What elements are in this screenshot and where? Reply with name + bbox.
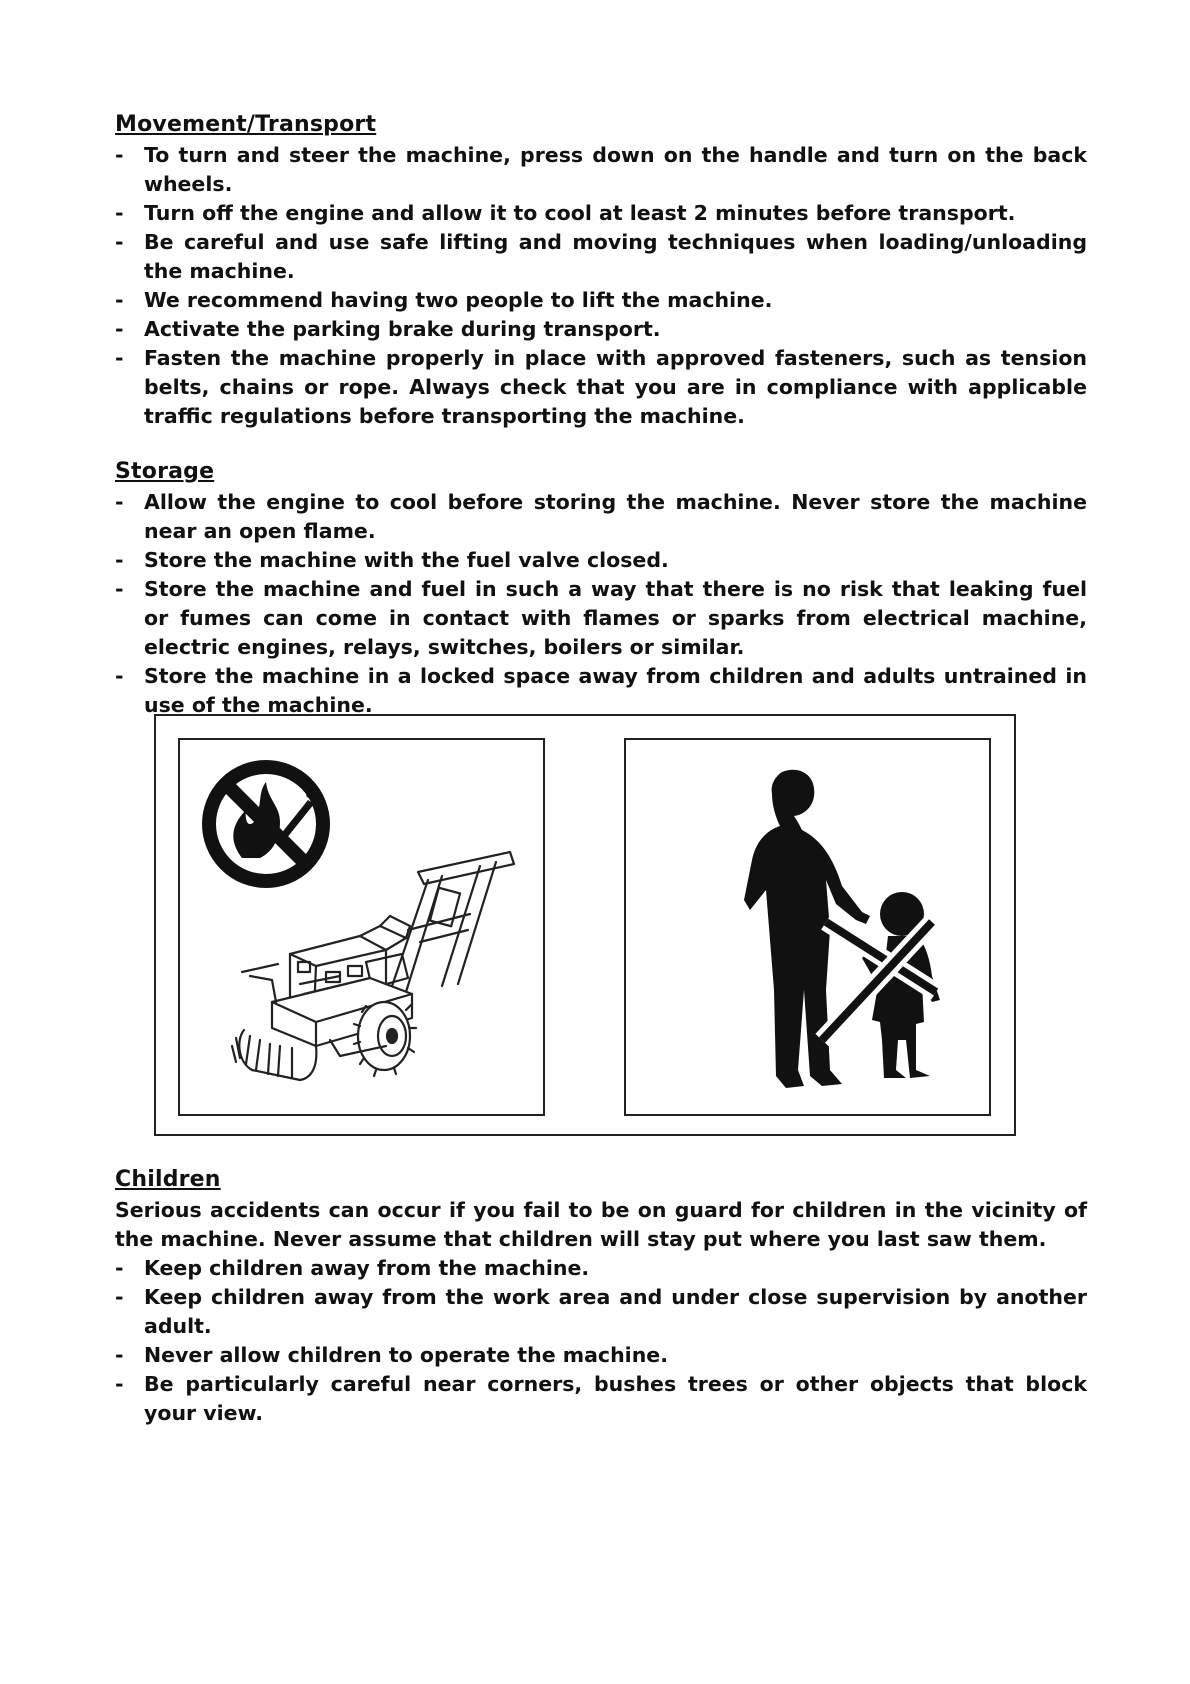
children-section xyxy=(115,1167,1087,1428)
storage-list xyxy=(115,488,1087,720)
children-intro: Serious accidents can occur if you fail to be on guard for children in the vicinity of the machine. Never assume that children will stay put where you last saw them. xyxy=(115,1198,1087,1251)
list-item: - Be careful and use safe lifting and moving techniques when loading/unloading the machine. xyxy=(115,228,1087,286)
safety-illustration-frame xyxy=(154,714,1016,1136)
storage-section xyxy=(115,459,1087,720)
list-item: - Keep children away from the machine. xyxy=(115,1254,1087,1283)
movement-storage-content xyxy=(115,112,1087,748)
list-item: - Activate the parking brake during transport. xyxy=(115,315,1087,344)
list-item: - Allow the engine to cool before storing the machine. Never store the machine near an open flame. xyxy=(115,488,1087,546)
list-item: - Store the machine and fuel in such a way that there is no risk that leaking fuel or fumes can come in contact with flames or sparks from electrical machine, electric engines, relays, switches, boilers or similar. xyxy=(115,575,1087,662)
list-item: - Store the machine with the fuel valve closed. xyxy=(115,546,1087,575)
list-item: - Keep children away from the work area and under close supervision by another adult. xyxy=(115,1283,1087,1341)
keep-children-away-illustration xyxy=(626,740,989,1114)
stump-grinder-illustration xyxy=(180,740,543,1114)
storage-heading: Storage xyxy=(115,459,215,484)
movement-list xyxy=(115,141,1087,431)
list-item: - Turn off the engine and allow it to cool at least 2 minutes before transport. xyxy=(115,199,1087,228)
no-open-flame-panel xyxy=(178,738,545,1116)
keep-children-away-panel xyxy=(624,738,991,1116)
list-item: - Store the machine in a locked space away from children and adults untrained in use of the machine. xyxy=(115,662,1087,720)
no-open-flame-icon xyxy=(209,767,323,881)
list-item: - We recommend having two people to lift the machine. xyxy=(115,286,1087,315)
list-item: - To turn and steer the machine, press down on the handle and turn on the back wheels. xyxy=(115,141,1087,199)
list-item: - Be particularly careful near corners, bushes trees or other objects that block your view. xyxy=(115,1370,1087,1428)
movement-heading: Movement/Transport xyxy=(115,112,377,137)
children-heading: Children xyxy=(115,1167,221,1192)
movement-section xyxy=(115,112,1087,431)
children-list xyxy=(115,1254,1087,1428)
list-item: - Never allow children to operate the machine. xyxy=(115,1341,1087,1370)
list-item: - Fasten the machine properly in place with approved fasteners, such as tension belts, chains or rope. Always check that you are in compliance with applicable traffic regulations before transporting the machine. xyxy=(115,344,1087,431)
